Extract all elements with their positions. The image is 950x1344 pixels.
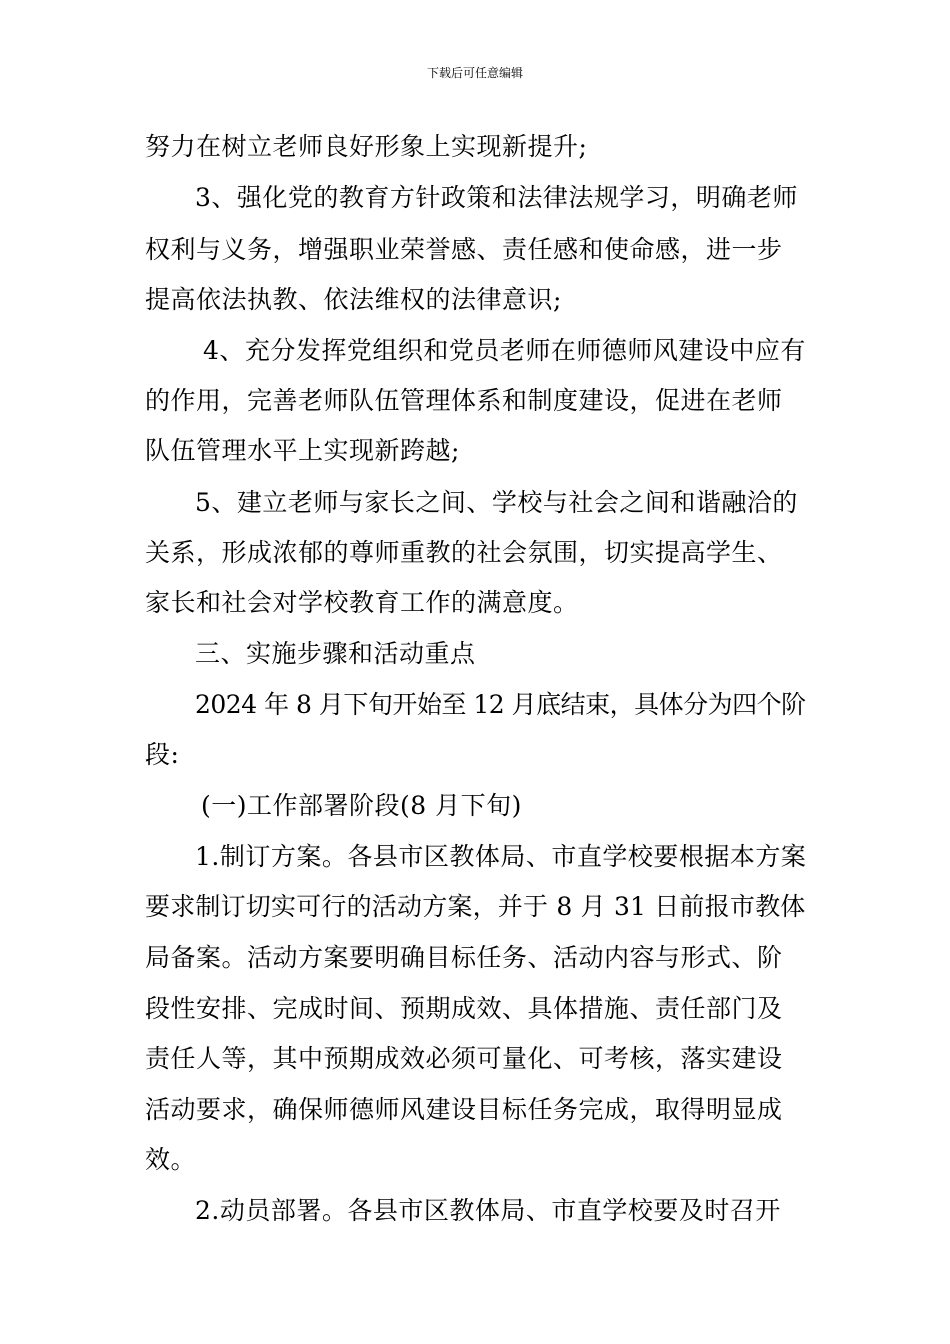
- text-line: 要求制订切实可行的活动方案，并于 8 月 31 日前报市教体: [145, 892, 806, 921]
- text-line: 2024 年 8 月下旬开始至 12 月底结束，具体分为四个阶: [195, 690, 806, 719]
- text-line: 关系，形成浓郁的尊师重教的社会氛围，切实提高学生、: [145, 538, 783, 567]
- subsection-heading: (一)工作部署阶段(8 月下旬): [201, 791, 522, 820]
- text-line: 4、充分发挥党组织和党员老师在师德师风建设中应有: [203, 336, 806, 365]
- text-line: 段性安排、完成时间、预期成效、具体措施、责任部门及: [145, 994, 783, 1023]
- text-line: 家长和社会对学校教育工作的满意度。: [145, 588, 579, 617]
- text-line: 权利与义务，增强职业荣誉感、责任感和使命感，进一步: [145, 235, 783, 264]
- text-line: 1.制订方案。各县市区教体局、市直学校要根据本方案: [195, 842, 807, 871]
- text-line: 提高依法执教、依法维权的法律意识;: [145, 285, 562, 314]
- text-line: 5、建立老师与家长之间、学校与社会之间和谐融洽的: [195, 488, 798, 517]
- page-header: 下载后可任意编辑: [426, 66, 523, 80]
- section-heading: 三、实施步骤和活动重点: [195, 639, 476, 668]
- text-line: 努力在树立老师良好形象上实现新提升;: [145, 132, 588, 161]
- text-line: 3、强化党的教育方针政策和法律法规学习，明确老师: [195, 183, 798, 212]
- text-line: 责任人等，其中预期成效必须可量化、可考核，落实建设: [145, 1044, 783, 1073]
- text-line: 效。: [145, 1145, 197, 1174]
- text-line: 段:: [145, 740, 180, 769]
- text-line: 队伍管理水平上实现新跨越;: [145, 436, 460, 465]
- text-line: 2.动员部署。各县市区教体局、市直学校要及时召开: [195, 1196, 781, 1225]
- text-line: 活动要求，确保师德师风建设目标任务完成，取得明显成: [145, 1095, 783, 1124]
- text-line: 的作用，完善老师队伍管理体系和制度建设，促进在老师: [145, 386, 783, 415]
- text-line: 局备案。活动方案要明确目标任务、活动内容与形式、阶: [145, 943, 783, 972]
